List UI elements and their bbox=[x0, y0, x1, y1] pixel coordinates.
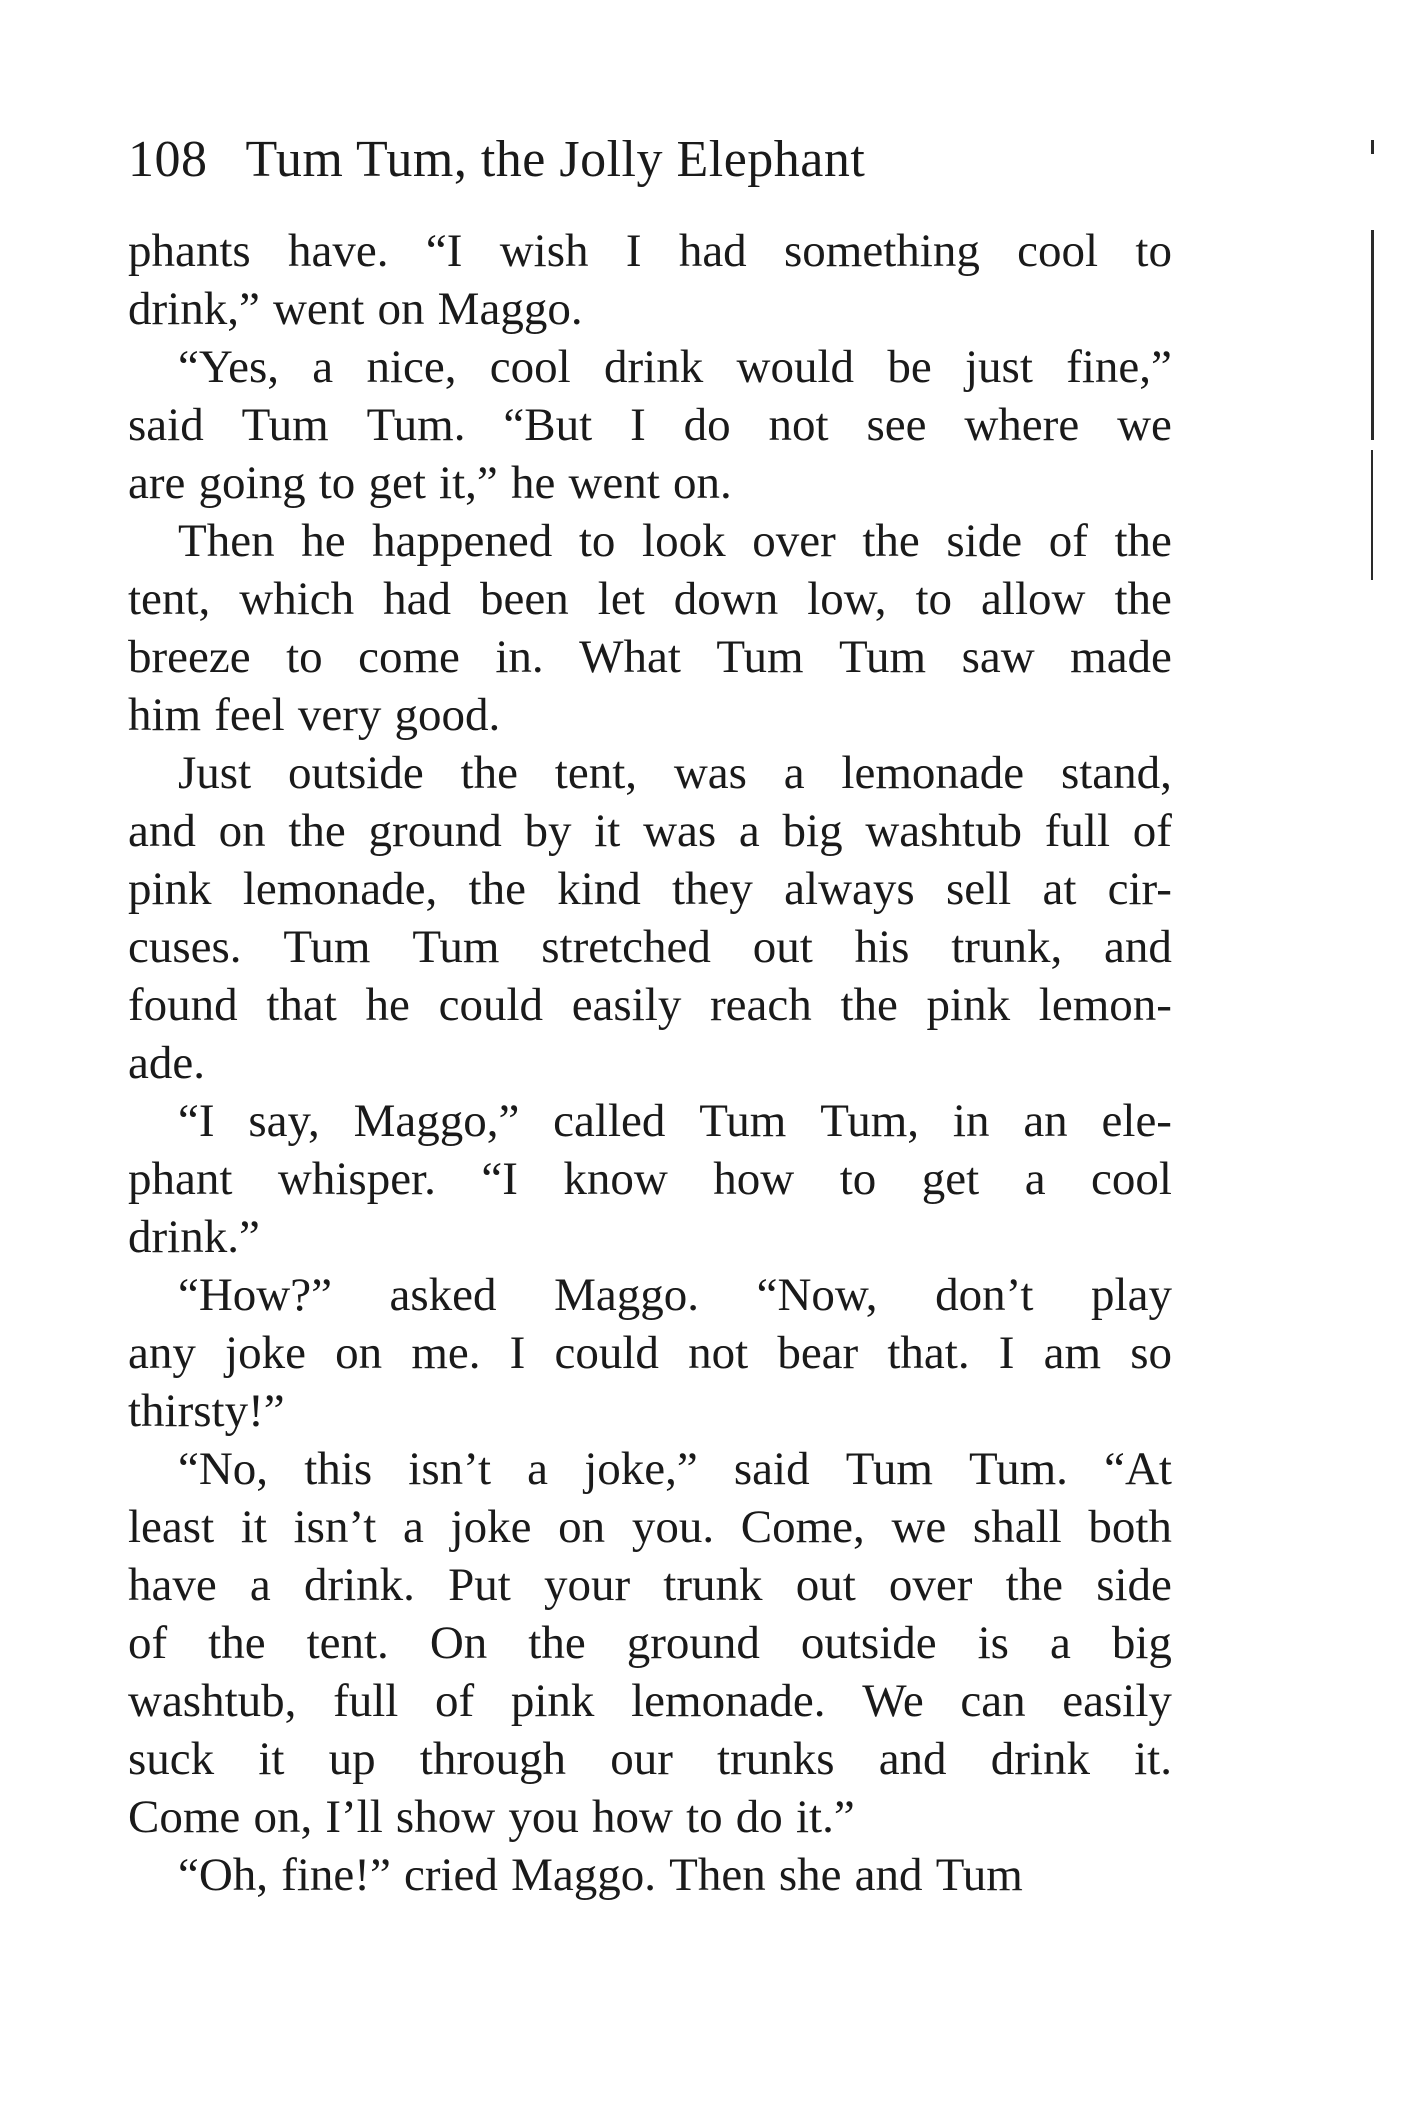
text-line: cuses. Tum Tum stretched out his trunk, and bbox=[128, 921, 1172, 973]
text-line: phants have. “I wish I had something cool to bbox=[128, 225, 1172, 277]
text-line: found that he could easily reach the pink lemon- bbox=[128, 979, 1172, 1031]
scan-edge-mark bbox=[1371, 140, 1374, 154]
text-line: of the tent. On the ground outside is a big bbox=[128, 1617, 1172, 1669]
text-line: breeze to come in. What Tum Tum saw made bbox=[128, 631, 1172, 683]
paragraph bbox=[128, 222, 1172, 338]
text-line: “No, this isn’t a joke,” said Tum Tum. “At bbox=[178, 1443, 1172, 1495]
scan-edge-mark bbox=[1371, 450, 1373, 580]
text-line: thirsty!” bbox=[128, 1385, 285, 1437]
text-line: pink lemonade, the kind they always sell at cir- bbox=[128, 863, 1172, 915]
text-line: are going to get it,” he went on. bbox=[128, 457, 732, 509]
text-line: said Tum Tum. “But I do not see where we bbox=[128, 399, 1172, 451]
text-line: drink.” bbox=[128, 1211, 260, 1263]
text-line: washtub, full of pink lemonade. We can easily bbox=[128, 1675, 1172, 1727]
text-line: “How?” asked Maggo. “Now, don’t play bbox=[178, 1269, 1172, 1321]
text-line: Then he happened to look over the side of the bbox=[178, 515, 1172, 567]
text-line: any joke on me. I could not bear that. I am so bbox=[128, 1327, 1172, 1379]
text-line: him feel very good. bbox=[128, 689, 501, 741]
scan-edge-mark bbox=[1371, 230, 1374, 440]
paragraph bbox=[128, 512, 1172, 744]
text-line: ade. bbox=[128, 1037, 205, 1089]
text-line: tent, which had been let down low, to allow the bbox=[128, 573, 1172, 625]
text-line: Come on, I’ll show you how to do it.” bbox=[128, 1791, 855, 1843]
text-line: and on the ground by it was a big washtub full of bbox=[128, 805, 1172, 857]
paragraph bbox=[128, 1846, 1172, 1904]
book-title: Tum Tum, the Jolly Elephant bbox=[245, 131, 866, 188]
text-line: Just outside the tent, was a lemonade stand, bbox=[178, 747, 1172, 799]
text-line: have a drink. Put your trunk out over the side bbox=[128, 1559, 1172, 1611]
body-text bbox=[128, 222, 1172, 1904]
text-line: “Oh, fine!” cried Maggo. Then she and Tum bbox=[178, 1849, 1023, 1901]
text-line: “Yes, a nice, cool drink would be just fine,” bbox=[178, 341, 1172, 393]
page-number: 108 bbox=[128, 131, 208, 188]
paragraph bbox=[128, 1092, 1172, 1266]
paragraph bbox=[128, 1440, 1172, 1846]
text-line: drink,” went on Maggo. bbox=[128, 283, 583, 335]
running-head bbox=[128, 130, 865, 189]
paragraph bbox=[128, 338, 1172, 512]
text-line: suck it up through our trunks and drink it. bbox=[128, 1733, 1172, 1785]
paragraph bbox=[128, 744, 1172, 1092]
text-line: least it isn’t a joke on you. Come, we shall both bbox=[128, 1501, 1172, 1553]
paragraph bbox=[128, 1266, 1172, 1440]
text-line: “I say, Maggo,” called Tum Tum, in an ele- bbox=[178, 1095, 1172, 1147]
text-line: phant whisper. “I know how to get a cool bbox=[128, 1153, 1172, 1205]
